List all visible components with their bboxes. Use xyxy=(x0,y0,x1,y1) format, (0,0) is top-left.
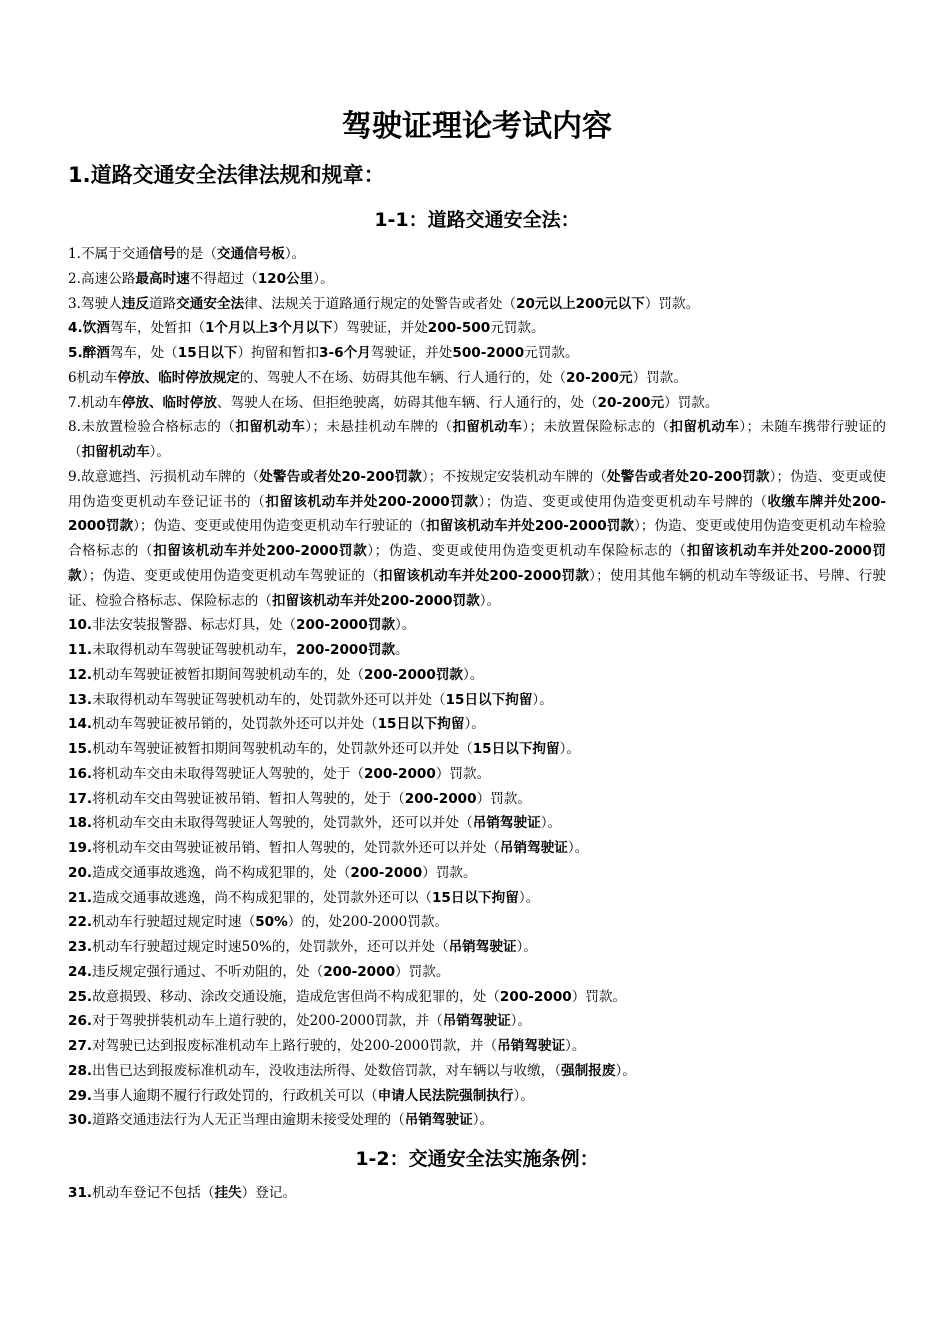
text-segment: 2.高速公路 xyxy=(68,270,136,287)
text-segment: ）罚款。 xyxy=(422,864,477,881)
bold-text: 收缴车牌并处200-2000罚款 xyxy=(68,493,886,535)
bold-text: 200-2000罚款 xyxy=(296,617,396,634)
bold-text: 200-2000 xyxy=(350,864,423,881)
bold-text: 29. xyxy=(68,1087,93,1104)
text-segment: 、驾驶人在场、但拒绝驶离，妨碍其他车辆、行人通行的，处（ xyxy=(216,394,598,411)
bold-text: 20元以上200元以下 xyxy=(515,295,645,312)
list-item xyxy=(68,960,886,985)
bold-text: 20-200元 xyxy=(597,394,665,411)
list-item xyxy=(68,762,886,787)
text-segment: ）；未悬挂机动车牌的（ xyxy=(305,419,453,436)
bold-text: 5.醉酒 xyxy=(68,345,110,361)
text-segment: ）罚款。 xyxy=(476,790,531,807)
list-item xyxy=(68,737,886,762)
text-segment: 将机动车交由驾驶证被吊销、暂扣人驾驶的，处于（ xyxy=(92,790,405,807)
text-segment: 3.驾驶人 xyxy=(68,295,122,312)
text-segment: ）。 xyxy=(395,617,416,634)
bold-text: 500-2000 xyxy=(452,345,525,361)
section-implementation-regulations xyxy=(68,1133,886,1206)
text-segment: 未取得机动车驾驶证驾驶机动车的，处罚款外还可以并处（ xyxy=(92,691,446,708)
list-item xyxy=(68,316,886,341)
text-segment: 的、驾驶人不在场、妨碍其他车辆、行人通行的，处（ xyxy=(239,369,567,386)
text-segment: 6机动车 xyxy=(68,369,118,386)
bold-text: 18. xyxy=(68,815,93,832)
text-segment: ）。 xyxy=(149,444,170,460)
text-segment: 将机动车交由驾驶证被吊销、暂扣人驾驶的，处罚款外还可以并处（ xyxy=(92,840,500,856)
text-segment: ）登记。 xyxy=(241,1185,296,1201)
text-segment: ）。 xyxy=(565,1038,586,1054)
bold-text: 26. xyxy=(68,1013,93,1030)
bold-text: 15日以下拘留 xyxy=(445,691,533,708)
section-traffic-safety-law xyxy=(68,192,886,1133)
text-segment: 造成交通事故逃逸，尚不构成犯罪的，处（ xyxy=(92,864,351,881)
text-segment: 当事人逾期不履行行政处罚的，行政机关可以（ xyxy=(92,1087,378,1104)
list-item xyxy=(68,663,886,688)
text-segment: ）；伪造、变更或使用伪造变更机动车检验合格标志的（ xyxy=(68,518,886,559)
section-heading: 1-1：道路交通安全法： xyxy=(374,209,580,231)
text-segment: ）；未放置保险标志的（ xyxy=(522,419,670,436)
bold-text: 强制报废 xyxy=(561,1062,616,1079)
bold-text: 扣留机动车 xyxy=(452,419,523,436)
bold-text: 扣留该机动车并处200-2000罚款 xyxy=(153,543,368,559)
bold-text: 扣留该机动车并处200-2000罚款 xyxy=(425,518,635,535)
bold-text: 扣留该机动车并处200-2000罚款 xyxy=(68,543,887,584)
bold-text: 21. xyxy=(68,889,93,906)
bold-text: 200-2000 xyxy=(404,790,477,807)
text-segment: ）。 xyxy=(615,1062,636,1079)
bold-text: 200-2000 xyxy=(323,963,396,980)
text-segment: 将机动车交由未取得驾驶证人驾驶的，处于（ xyxy=(92,765,364,782)
text-segment: ）。 xyxy=(540,815,562,832)
text-segment: ）罚款。 xyxy=(571,988,627,1005)
bold-text: 吊销驾驶证 xyxy=(442,1013,511,1030)
text-segment: ）。 xyxy=(510,1013,532,1030)
bold-text: 扣留该机动车并处200-2000罚款 xyxy=(271,592,480,609)
text-segment: ）罚款。 xyxy=(435,765,491,782)
bold-text: 1个月以上3个月以下 xyxy=(204,320,333,337)
list-item xyxy=(68,787,886,812)
bold-text: 28. xyxy=(68,1062,93,1079)
text-segment: 机动车登记不包括（ xyxy=(92,1185,215,1201)
bold-text: 10. xyxy=(68,617,93,634)
bold-text: 扣留该机动车并处200-2000罚款 xyxy=(265,493,479,510)
text-segment: ）；伪造、变更或使用伪造变更机动车保险标志的（ xyxy=(367,543,687,559)
text-segment: ）；伪造、变更或使用伪造变更机动车号牌的（ xyxy=(478,493,768,510)
text-segment: 律、法规关于道路通行规定的处警告或者处（ xyxy=(244,295,516,312)
list-item xyxy=(68,985,886,1010)
bold-text: 27. xyxy=(68,1038,93,1054)
text-segment: 驾驶证，并处 xyxy=(370,345,453,361)
bold-text: 14. xyxy=(68,716,93,733)
list-item xyxy=(68,712,886,737)
text-segment: ）。 xyxy=(479,592,501,609)
bold-text: 吊销驾驶证 xyxy=(404,1112,473,1129)
bold-text: 15日以下拘留 xyxy=(431,889,519,906)
text-segment: ）。 xyxy=(284,246,306,262)
text-segment: 。 xyxy=(395,642,409,658)
bold-text: 20. xyxy=(68,864,93,881)
text-segment: 机动车驾驶证被暂扣期间驾驶机动车的，处（ xyxy=(92,666,364,683)
text-segment: 8.未放置检验合格标志的（ xyxy=(68,419,236,436)
text-segment: ）驾驶证，并处 xyxy=(332,320,428,337)
text-segment: ）。 xyxy=(532,691,553,708)
text-segment: 未取得机动车驾驶证驾驶机动车， xyxy=(92,642,296,658)
bold-text: 25. xyxy=(68,988,93,1005)
bold-text: 15日以下拘留 xyxy=(472,741,560,757)
list-item xyxy=(68,688,886,713)
text-segment: ）。 xyxy=(463,666,484,683)
list-item xyxy=(68,1009,886,1034)
bold-text: 200-2000罚款 xyxy=(296,642,396,658)
item-list xyxy=(68,242,886,1133)
bold-text: 20-200元 xyxy=(566,369,633,386)
text-segment: 机动车驾驶证被暂扣期间驾驶机动车的，处罚款外还可以并处（ xyxy=(92,741,473,757)
text-segment: ）。 xyxy=(313,270,334,287)
bold-text: 交通信号板 xyxy=(216,246,285,262)
text-segment: ）的，处200-2000罚款。 xyxy=(287,914,449,931)
list-item xyxy=(68,811,886,836)
text-segment: ）罚款。 xyxy=(644,295,700,312)
text-segment: 元罚款。 xyxy=(490,320,545,337)
text-segment: ）。 xyxy=(518,889,540,906)
text-segment: ）。 xyxy=(567,840,589,856)
text-segment: ）。 xyxy=(472,1112,494,1129)
text-segment: ）；伪造、变更或使用伪造变更机动车行驶证的（ xyxy=(133,518,426,535)
bold-text: 120公里 xyxy=(257,270,314,287)
text-segment: 违反规定强行通过、不听劝阻的，处（ xyxy=(92,963,324,980)
list-item xyxy=(68,366,886,391)
text-segment: 的是（ xyxy=(176,246,217,262)
bold-text: 15日以下 xyxy=(177,345,238,361)
list-item xyxy=(68,886,886,911)
bold-text: 200-2000 xyxy=(363,765,436,782)
bold-text: 吊销驾驶证 xyxy=(499,840,568,856)
bold-text: 22. xyxy=(68,914,93,931)
bold-text: 违反 xyxy=(121,295,149,312)
bold-text: 扣留机动车 xyxy=(669,419,740,436)
bold-text: 申请人民法院强制执行 xyxy=(377,1087,514,1104)
text-segment: ）。 xyxy=(513,1087,534,1104)
text-segment: ）。 xyxy=(559,741,580,757)
list-item xyxy=(68,267,886,292)
list-item xyxy=(68,1181,886,1206)
bold-text: 31. xyxy=(68,1185,93,1201)
text-segment: 7.机动车 xyxy=(68,394,122,411)
text-segment: ）拘留和暂扣 xyxy=(237,345,320,361)
bold-text: 30. xyxy=(68,1112,93,1129)
bold-text: 扣留机动车 xyxy=(235,419,306,436)
item-list xyxy=(68,1181,886,1206)
bold-text: 15日以下拘留 xyxy=(377,716,465,733)
bold-text: 11. xyxy=(68,642,93,658)
bold-text: 24. xyxy=(68,963,93,980)
list-item xyxy=(68,613,886,638)
bold-text: 吊销驾驶证 xyxy=(448,939,517,955)
section-heading: 1-2：交通安全法实施条例： xyxy=(355,1148,599,1170)
text-segment: 1.不属于交通 xyxy=(68,246,149,262)
document-title: 驾驶证理论考试内容 xyxy=(342,109,612,144)
text-segment: 不得超过（ xyxy=(189,270,258,287)
bold-text: 200-2000 xyxy=(499,988,572,1005)
bold-text: 15. xyxy=(68,741,93,757)
bold-text: 交通安全法 xyxy=(176,295,245,312)
list-item xyxy=(68,1084,886,1109)
text-segment: 故意损毁、移动、涂改交通设施，造成危害但尚不构成犯罪的，处（ xyxy=(92,988,500,1005)
text-segment: 机动车行驶超过规定时速50%的，处罚款外，还可以并处（ xyxy=(92,939,449,955)
text-segment: 道路 xyxy=(148,295,177,312)
text-segment: 道路交通违法行为人无正当理由逾期未接受处理的（ xyxy=(92,1112,405,1129)
bold-text: 信号 xyxy=(148,246,177,262)
bold-text: 23. xyxy=(68,939,93,955)
list-item xyxy=(68,1108,886,1133)
bold-text: 停放、临时停放 xyxy=(121,394,217,411)
text-segment: ）。 xyxy=(516,939,537,955)
text-segment: 非法安装报警器、标志灯具，处（ xyxy=(92,617,296,634)
text-segment: 驾车，处暂扣（ xyxy=(109,320,205,337)
bold-text: 扣留该机动车并处200-2000罚款 xyxy=(378,567,590,584)
text-segment: 9.故意遮挡、污损机动车牌的（ xyxy=(68,468,260,485)
text-segment: ）；伪造、变更或使用伪造变更机动车驾驶证的（ xyxy=(81,567,379,584)
list-item xyxy=(68,341,886,366)
list-item xyxy=(68,391,886,416)
bold-text: 处警告或者处20-200罚款 xyxy=(259,468,422,485)
text-segment: 机动车驾驶证被吊销的，处罚款外还可以并处（ xyxy=(92,716,378,733)
list-item xyxy=(68,1059,886,1084)
bold-text: 17. xyxy=(68,790,93,807)
list-item xyxy=(68,638,886,663)
list-item xyxy=(68,861,886,886)
bold-text: 处警告或者处20-200罚款 xyxy=(606,468,770,485)
text-segment: ）罚款。 xyxy=(395,963,450,980)
text-segment: ）；不按规定安装机动车牌的（ xyxy=(421,468,607,485)
bold-text: 吊销驾驶证 xyxy=(497,1038,566,1054)
text-segment: ）罚款。 xyxy=(632,369,687,386)
text-segment: 造成交通事故逃逸，尚不构成犯罪的，处罚款外还可以（ xyxy=(92,889,432,906)
bold-text: 19. xyxy=(68,840,93,856)
text-segment: 驾车，处（ xyxy=(109,345,178,361)
text-segment: 对驾驶已达到报废标准机动车上路行驶的，处200-2000罚款，并（ xyxy=(92,1038,498,1054)
list-item xyxy=(68,935,886,960)
chapter-heading: 1.道路交通安全法律法规和规章： xyxy=(68,163,385,187)
list-item xyxy=(68,1034,886,1059)
bold-text: 50% xyxy=(255,914,288,931)
list-item xyxy=(68,415,886,465)
text-segment: 将机动车交由未取得驾驶证人驾驶的，处罚款外，还可以并处（ xyxy=(92,815,473,832)
bold-text: 13. xyxy=(68,691,93,708)
bold-text: 最高时速 xyxy=(135,270,190,287)
text-segment: 出售已达到报废标准机动车，没收违法所得、处数倍罚款，对车辆以与收缴，（ xyxy=(92,1062,562,1079)
bold-text: 12. xyxy=(68,666,93,683)
text-segment: ）；未随车携带行驶证的（ xyxy=(68,419,887,460)
bold-text: 挂失 xyxy=(214,1185,242,1201)
list-item xyxy=(68,292,886,317)
list-item xyxy=(68,910,886,935)
text-segment: ）罚款。 xyxy=(664,394,719,411)
bold-text: 3-6个月 xyxy=(319,345,371,361)
text-segment: ）；伪造、变更或使用伪造变更机动车登记证书的（ xyxy=(68,468,887,510)
list-item xyxy=(68,465,886,614)
bold-text: 16. xyxy=(68,765,93,782)
list-item xyxy=(68,836,886,861)
text-segment: 元罚款。 xyxy=(524,345,579,361)
text-segment: 机动车行驶超过规定时速（ xyxy=(92,914,256,931)
bold-text: 扣留机动车 xyxy=(81,444,150,460)
list-item xyxy=(68,242,886,267)
text-segment: ）；使用其他车辆的机动车等级证书、号牌、行驶证、检验合格标志、保险标志的（ xyxy=(68,567,887,609)
bold-text: 200-500 xyxy=(427,320,491,337)
text-segment: ）。 xyxy=(464,716,485,733)
bold-text: 停放、临时停放规定 xyxy=(117,369,240,386)
bold-text: 吊销驾驶证 xyxy=(472,815,541,832)
bold-text: 4.饮酒 xyxy=(68,320,110,337)
bold-text: 200-2000罚款 xyxy=(363,666,464,683)
text-segment: 对于驾驶拼装机动车上道行驶的，处200-2000罚款，并（ xyxy=(92,1013,443,1030)
